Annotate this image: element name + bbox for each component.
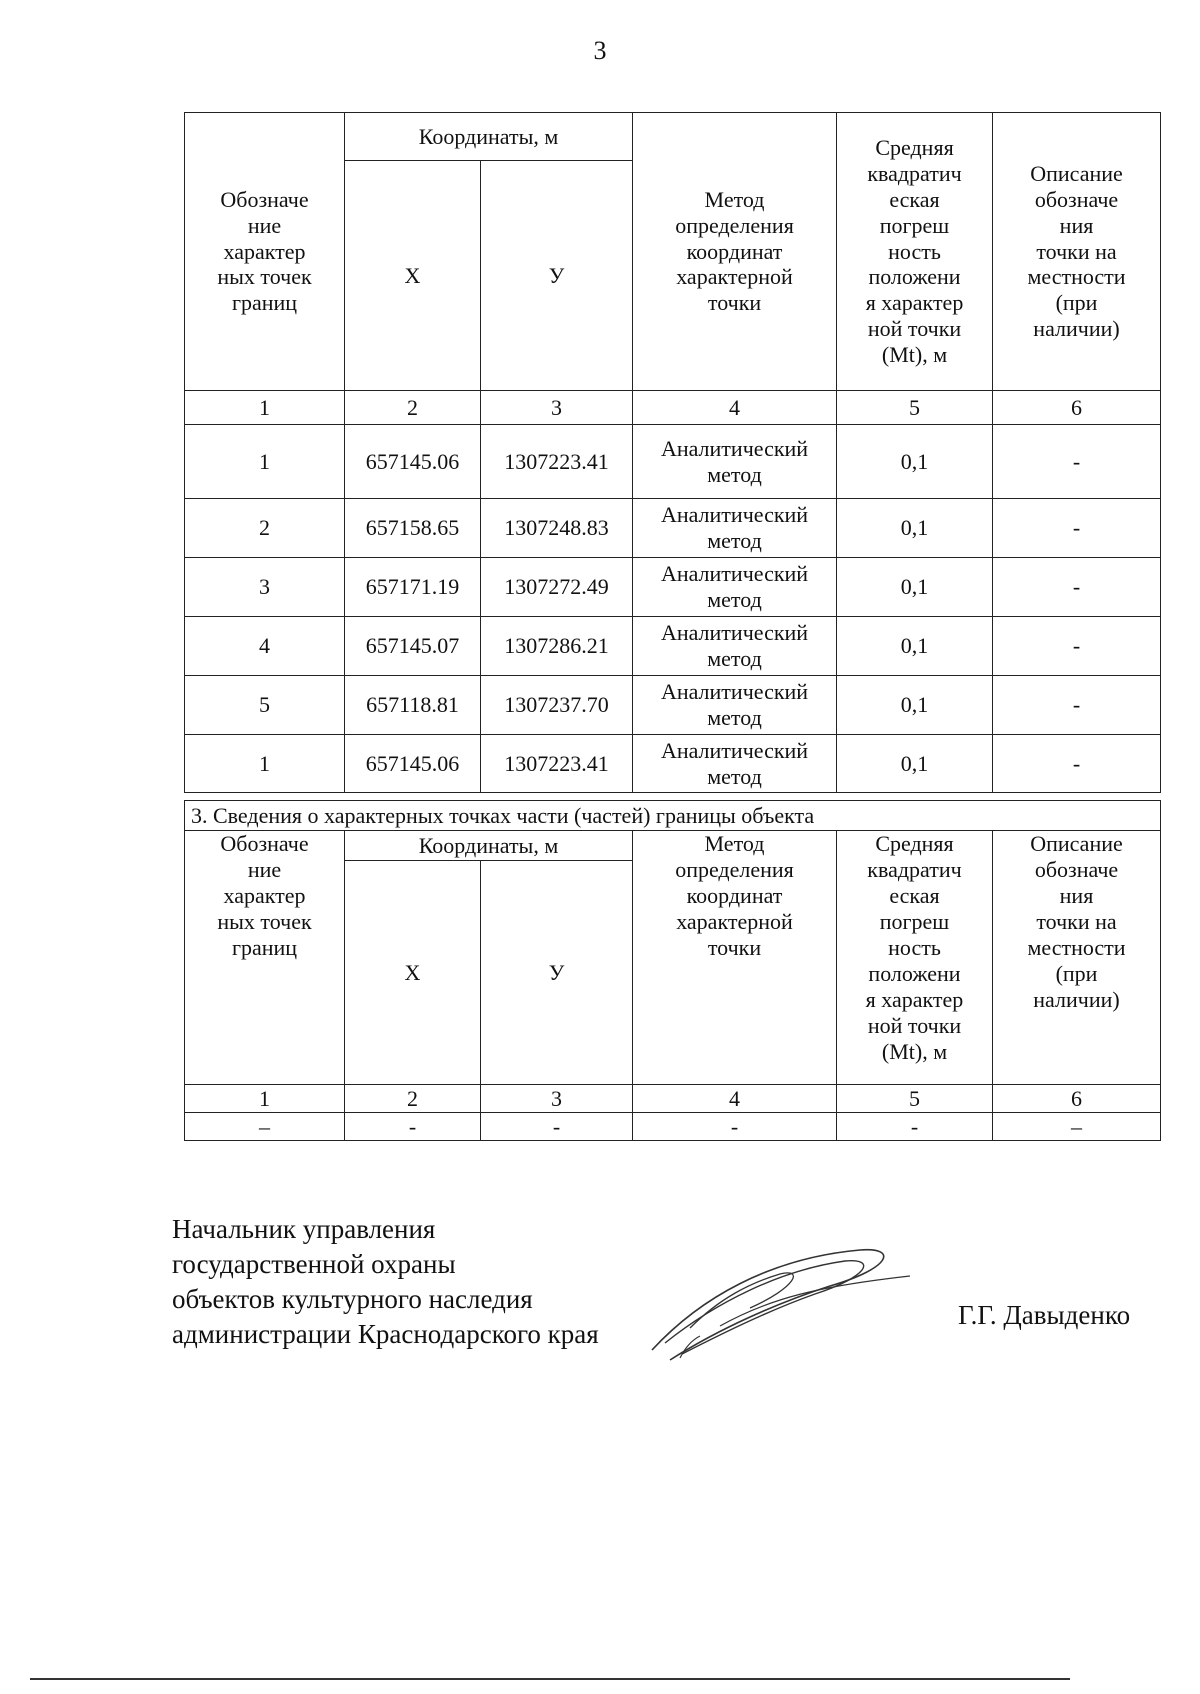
- description-cell: -: [993, 676, 1161, 735]
- x-header: Х: [345, 161, 481, 391]
- signer-title-line: Начальник управления: [172, 1214, 436, 1244]
- coordinates-table: [184, 112, 1161, 793]
- description-cell: -: [993, 735, 1161, 793]
- x-cell: 657145.07: [345, 617, 481, 676]
- empty-cell: –: [993, 1113, 1161, 1141]
- column-number: 3: [481, 391, 633, 425]
- method-cell: Аналитический метод: [633, 558, 837, 617]
- method-cell: Аналитический метод: [633, 617, 837, 676]
- error-cell: 0,1: [837, 735, 993, 793]
- coordinates-header: Координаты, м: [345, 113, 633, 161]
- error-header: Средняя квадратич еская погреш ность положени я характер ной точки (Mt), м: [837, 831, 993, 1085]
- signer-title-line: государственной охраны: [172, 1249, 456, 1280]
- method-header: Метод определения координат характерной точки: [633, 113, 837, 391]
- page-number: 3: [593, 36, 607, 65]
- error-cell: 0,1: [837, 558, 993, 617]
- column-number: 6: [993, 1085, 1161, 1113]
- designation-header: Обозначе ние характер ных точек границ: [185, 113, 345, 391]
- description-header: Описание обозначе ния точки на местности (при наличии): [993, 831, 1161, 1085]
- table-row: [185, 1113, 1161, 1141]
- x-cell: 657118.81: [345, 676, 481, 735]
- point-cell: 1: [185, 735, 345, 793]
- point-cell: 4: [185, 617, 345, 676]
- column-number: 5: [837, 391, 993, 425]
- column-number: 4: [633, 391, 837, 425]
- error-cell: 0,1: [837, 425, 993, 499]
- signature-block: [172, 1212, 599, 1352]
- description-header: Описание обозначе ния точки на местности (при наличии): [993, 113, 1161, 391]
- x-cell: 657145.06: [345, 735, 481, 793]
- designation-header: Обозначе ние характер ных точек границ: [185, 831, 345, 1085]
- handwritten-signature: [630, 1228, 930, 1378]
- error-header: Средняя квадратич еская погреш ность положени я характер ной точки (Mt), м: [837, 113, 993, 391]
- y-cell: 1307286.21: [481, 617, 633, 676]
- empty-cell: –: [185, 1113, 345, 1141]
- y-header: У: [481, 861, 633, 1085]
- x-header: Х: [345, 861, 481, 1085]
- description-cell: -: [993, 617, 1161, 676]
- table-row: [185, 425, 1161, 499]
- description-cell: -: [993, 499, 1161, 558]
- table-row: [185, 499, 1161, 558]
- column-number: 1: [185, 1085, 345, 1113]
- error-cell: 0,1: [837, 499, 993, 558]
- y-cell: 1307237.70: [481, 676, 633, 735]
- column-number: 4: [633, 1085, 837, 1113]
- signer-name: Г.Г. Давыденко: [958, 1300, 1131, 1330]
- x-cell: 657171.19: [345, 558, 481, 617]
- table-row: [185, 617, 1161, 676]
- method-header: Метод определения координат характерной точки: [633, 831, 837, 1085]
- point-cell: 5: [185, 676, 345, 735]
- signer-title-line: объектов культурного наследия: [172, 1284, 533, 1315]
- table-row: [185, 558, 1161, 617]
- bottom-divider: [30, 1678, 1070, 1680]
- method-cell: Аналитический метод: [633, 676, 837, 735]
- section3-table: [184, 800, 1161, 1141]
- description-cell: -: [993, 558, 1161, 617]
- y-cell: 1307272.49: [481, 558, 633, 617]
- point-cell: 1: [185, 425, 345, 499]
- column-number: 2: [345, 391, 481, 425]
- table-row: [185, 676, 1161, 735]
- y-header: У: [481, 161, 633, 391]
- y-cell: 1307223.41: [481, 735, 633, 793]
- y-cell: 1307223.41: [481, 425, 633, 499]
- method-cell: Аналитический метод: [633, 499, 837, 558]
- signer-title-line: администрации Краснодарского края: [172, 1319, 599, 1350]
- column-number: 2: [345, 1085, 481, 1113]
- table-row: [185, 735, 1161, 793]
- section3-title: 3. Сведения о характерных точках части (частей) границы объекта: [185, 801, 1161, 831]
- column-number: 1: [185, 391, 345, 425]
- column-number: 5: [837, 1085, 993, 1113]
- column-number: 3: [481, 1085, 633, 1113]
- x-cell: 657158.65: [345, 499, 481, 558]
- y-cell: 1307248.83: [481, 499, 633, 558]
- empty-cell: -: [633, 1113, 837, 1141]
- method-cell: Аналитический метод: [633, 425, 837, 499]
- empty-cell: -: [481, 1113, 633, 1141]
- column-number: 6: [993, 391, 1161, 425]
- coordinates-header: Координаты, м: [345, 831, 633, 861]
- x-cell: 657145.06: [345, 425, 481, 499]
- point-cell: 3: [185, 558, 345, 617]
- empty-cell: -: [345, 1113, 481, 1141]
- point-cell: 2: [185, 499, 345, 558]
- error-cell: 0,1: [837, 617, 993, 676]
- method-cell: Аналитический метод: [633, 735, 837, 793]
- empty-cell: -: [837, 1113, 993, 1141]
- description-cell: -: [993, 425, 1161, 499]
- error-cell: 0,1: [837, 676, 993, 735]
